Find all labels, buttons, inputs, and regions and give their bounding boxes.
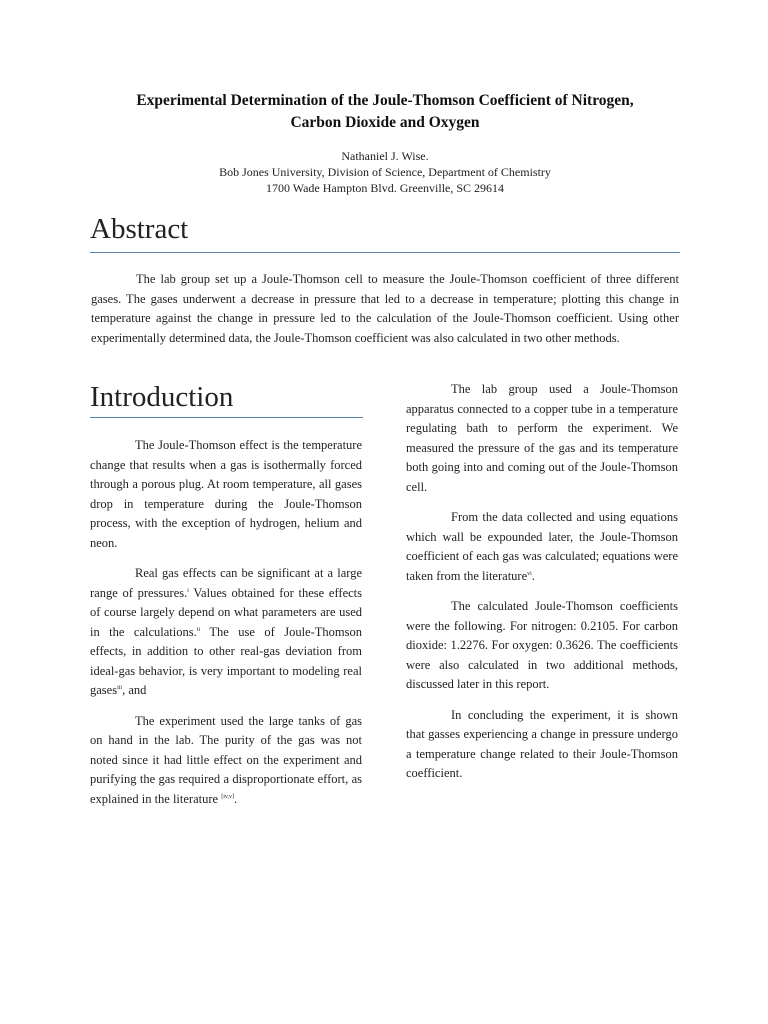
abstract-heading: Abstract <box>90 213 189 245</box>
introduction-heading: Introduction <box>90 381 234 413</box>
title-line-1: Experimental Determination of the Joule-Thomson Coefficient of Nitrogen, <box>136 92 634 109</box>
intro-p2-text-d: , and <box>122 683 147 697</box>
intro-paragraph-3 <box>90 712 362 810</box>
author-address: 1700 Wade Hampton Blvd. Greenville, SC 29614 <box>265 181 505 195</box>
author-block <box>90 148 680 196</box>
citation-ref-i: i <box>187 587 189 594</box>
intro-paragraph-4: The lab group used a Joule-Thomson apparatus connected to a copper tube in a temperature regulating bath to perform the experiment. We measured the pressure of the gas and its temperature both going into and coming out of the Joule-Thomson cell. <box>406 382 678 494</box>
intro-p3-text-b: . <box>233 791 238 806</box>
intro-paragraph-1: The Joule-Thomson effect is the temperature change that results when a gas is isothermally forced through a porous plug. At room temperature, all gases drop in temperature during the Joule-Thomson process, with the exception of hydrogen, helium and neon. <box>90 438 362 550</box>
citation-ref-ii: ii <box>196 626 201 633</box>
intro-p3-text-a: The experiment used the large tanks of gas on hand in the lab. The purity of the gas was not noted since it had little effect on the experiment and purifying the gas required a disproportionate effort, as explained in the literature <box>90 713 362 806</box>
introduction-rule <box>90 417 363 418</box>
intro-paragraph-5 <box>406 508 678 586</box>
abstract-rule <box>90 252 680 253</box>
author-affiliation: Bob Jones University, Division of Science, Department of Chemistry <box>219 165 551 179</box>
author-name: Nathaniel J. Wise. <box>341 149 429 163</box>
intro-paragraph-7: In concluding the experiment, it is shown that gasses experiencing a change in pressure undergo a temperature change related to their Joule-Thomson coefficient. <box>406 707 678 780</box>
left-column <box>90 436 362 809</box>
intro-p2-text-b: Values obtained for these effects of course largely depend on what parameters are used in the calculations. <box>90 585 362 639</box>
intro-p5-text-b: . <box>531 568 535 583</box>
intro-paragraph-6: The calculated Joule-Thomson coefficients were the following. For nitrogen: 0.2105. For carbon dioxide: 1.2276. For oxygen: 0.3626. The coefficients were also calculated in two additional methods, discussed later in this report. <box>406 599 678 691</box>
intro-p2-text-c: The use of Joule-Thomson effects, in addition to other real-gas deviation from ideal-gas behavior, is very important to modeling real gases <box>90 624 362 697</box>
intro-p2-text-a: Real gas effects can be significant at a large range of pressures. <box>90 566 362 600</box>
intro-p5-text-a: From the data collected and using equations which wall be expounded later, the Joule-Thomson coefficient of each gas was calculated; equations were taken from the literature <box>406 510 678 583</box>
citation-ref-vi: vi <box>527 570 532 577</box>
abstract-text: The lab group set up a Joule-Thomson cell to measure the Joule-Thomson coefficient of three different gases. The gases underwent a decrease in pressure that led to a decrease in temperature; plotting this change in temperature against the change in pressure led to the calculation of the Joule-Thomson coefficient. Using other experimentally determined data, the Joule-Thomson coefficient was also calculated in two other methods. <box>91 272 679 345</box>
title-line-2: Carbon Dioxide and Oxygen <box>290 114 480 131</box>
intro-paragraph-2 <box>90 564 362 701</box>
citation-ref-iv-v: [iv,v] <box>221 793 234 800</box>
citation-ref-iii: iii <box>117 685 123 691</box>
paper-title <box>90 90 680 134</box>
right-column <box>406 380 678 784</box>
